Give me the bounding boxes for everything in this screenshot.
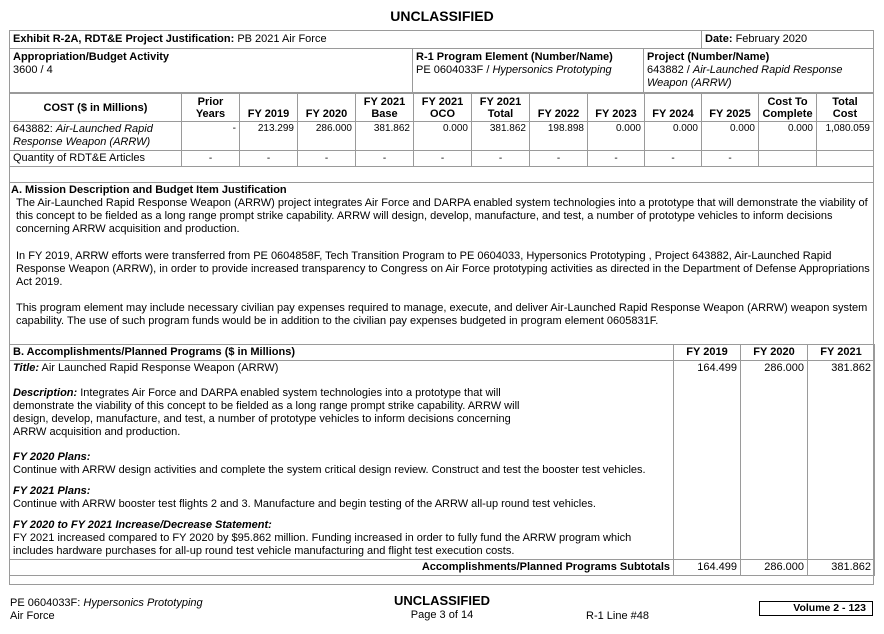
date-value: February 2020 bbox=[735, 33, 808, 45]
item-description bbox=[13, 387, 670, 439]
appropriation-value: 3600 / 4 bbox=[13, 64, 53, 76]
cost-value: 198.898 bbox=[530, 122, 588, 151]
cost-value: 381.862 bbox=[472, 122, 530, 151]
accomplishments-table bbox=[9, 344, 875, 576]
fy2020-plans-label: FY 2020 Plans: bbox=[13, 451, 91, 463]
quantity-value: - bbox=[414, 151, 472, 167]
cost-value: - bbox=[182, 122, 240, 151]
item-value: 286.000 bbox=[741, 361, 808, 560]
cost-value: 286.000 bbox=[298, 122, 356, 151]
change-statement-text: FY 2021 increased compared to FY 2020 by $95.862 million. Funding increased in order to fully fund the ARRW program which includes hardware purchases for all-up round test vehicle manufacturing and flight test execution costs. bbox=[13, 532, 632, 557]
quantity-value: - bbox=[472, 151, 530, 167]
year-header: FY 2019 bbox=[674, 345, 741, 361]
cost-value: 381.862 bbox=[356, 122, 414, 151]
section-b-title: B. Accomplishments/Planned Programs ($ in Millions) bbox=[10, 345, 674, 361]
cost-header-cell: FY 2025 bbox=[702, 94, 759, 122]
description-label: Description: bbox=[13, 387, 78, 399]
item-title-text: Air Launched Rapid Response Weapon (ARRW) bbox=[41, 362, 279, 374]
cost-header-cell: Cost To Complete bbox=[759, 94, 817, 122]
accomplishments-header-row bbox=[10, 345, 875, 361]
project-name-cell: Air-Launched Rapid Response Weapon (ARRW) bbox=[13, 123, 153, 148]
change-statement-label: FY 2020 to FY 2021 Increase/Decrease Statement: bbox=[13, 519, 272, 531]
subtotal-row bbox=[10, 560, 875, 576]
cost-header-row bbox=[10, 94, 874, 122]
mission-paragraph: This program element may include necessary civilian pay expenses required to manage, execute, and deliver Air-Launched Rapid Response Weapon (ARRW) weapon system capability. The use of such program funds would be in addition to the civilian pay expenses budgeted in program element 0605831F. bbox=[16, 302, 868, 328]
project-number: 643882 bbox=[647, 64, 684, 76]
cost-header-cell: FY 2022 bbox=[530, 94, 588, 122]
footer-pe-name: Hypersonics Prototyping bbox=[83, 597, 203, 609]
fy2020-plans-text: Continue with ARRW design activities and complete the system critical design review. Construct and test the booster test vehicles. bbox=[13, 464, 646, 476]
cost-header-cell: Prior Years bbox=[182, 94, 240, 122]
quantity-value: - bbox=[530, 151, 588, 167]
year-header: FY 2020 bbox=[741, 345, 808, 361]
item-value: 381.862 bbox=[808, 361, 875, 560]
quantity-value: - bbox=[645, 151, 702, 167]
quantity-value: - bbox=[298, 151, 356, 167]
mission-paragraph: The Air-Launched Rapid Response Weapon (ARRW) project integrates Air Force and DARPA enabled system technologies into a prototype that will demonstrate the viability of this concept to be fielded as a long range prompt strike capability. ARRW will design, develop, manufacture, and test, a number of prototype vehicles to inform decisions concerning ARRW acquisition and production. bbox=[16, 197, 868, 236]
mission-description-section bbox=[9, 182, 874, 330]
cost-value: 0.000 bbox=[645, 122, 702, 151]
accomplishment-item-row bbox=[10, 361, 875, 560]
year-header: FY 2021 bbox=[808, 345, 875, 361]
quantity-value: - bbox=[588, 151, 645, 167]
cost-value: 0.000 bbox=[414, 122, 472, 151]
cost-header-cell: FY 2020 bbox=[298, 94, 356, 122]
cost-value: 0.000 bbox=[588, 122, 645, 151]
cost-table bbox=[9, 93, 874, 167]
table-row bbox=[10, 122, 874, 151]
cost-header-cell: COST ($ in Millions) bbox=[10, 94, 182, 122]
accomplishment-details bbox=[10, 361, 674, 560]
cost-value: 0.000 bbox=[702, 122, 759, 151]
page-number: Page 3 of 14 bbox=[410, 609, 474, 621]
date-cell bbox=[702, 31, 874, 49]
project-label: Project (Number/Name) bbox=[647, 51, 770, 63]
cost-header-cell: FY 2021 Base bbox=[356, 94, 414, 122]
cost-value: 0.000 bbox=[759, 122, 817, 151]
item-title-label: Title: bbox=[13, 362, 40, 374]
row-label: Quantity of RDT&E Articles bbox=[10, 151, 182, 167]
program-element-cell: R-1 Program Element (Number/Name) PE 0604033F / Hypersonics Prototyping bbox=[413, 49, 644, 93]
bottom-classification: UNCLASSIFIED bbox=[393, 593, 491, 608]
quantity-value: - bbox=[356, 151, 414, 167]
project-name: Air-Launched Rapid Response Weapon (ARRW) bbox=[647, 64, 843, 89]
item-value: 164.499 bbox=[674, 361, 741, 560]
footer-center bbox=[0, 593, 884, 622]
row-label bbox=[10, 122, 182, 151]
exhibit-cell bbox=[10, 31, 702, 49]
program-element-number: PE 0604033F bbox=[416, 64, 484, 76]
quantity-value bbox=[759, 151, 817, 167]
subtotal-label: Accomplishments/Planned Programs Subtotals bbox=[10, 560, 674, 576]
exhibit-value: PB 2021 Air Force bbox=[237, 33, 327, 45]
cost-value: 1,080.059 bbox=[817, 122, 874, 151]
cost-header-cell: FY 2019 bbox=[240, 94, 298, 122]
description-text: Integrates Air Force and DARPA enabled system technologies into a prototype that will demonstrate the viability of this concept to be fielded as a long range prompt strike capability. ARRW will design, develop, manufacture, and test, a number of prototype vehicles to inform decisions concerning ARRW acquisition and production. bbox=[13, 387, 520, 438]
quantity-value: - bbox=[240, 151, 298, 167]
cost-header-cell: FY 2024 bbox=[645, 94, 702, 122]
r1-line: R-1 Line #48 bbox=[586, 610, 649, 622]
cost-header-cell: FY 2021 Total bbox=[472, 94, 530, 122]
subtotal-value: 164.499 bbox=[674, 560, 741, 576]
program-element-label: R-1 Program Element (Number/Name) bbox=[416, 51, 613, 63]
fy2021-plans-text: Continue with ARRW booster test flights 2 and 3. Manufacture and begin testing of the ARRW all-up round test vehicles. bbox=[13, 498, 596, 510]
footer-pe-number: PE 0604033F: bbox=[10, 597, 81, 609]
quantity-value: - bbox=[702, 151, 759, 167]
section-a-title: A. Mission Description and Budget Item Justification bbox=[11, 184, 287, 196]
quantity-value bbox=[817, 151, 874, 167]
fy2021-plans-label: FY 2021 Plans: bbox=[13, 485, 91, 497]
exhibit-header bbox=[9, 30, 874, 93]
table-row bbox=[10, 151, 874, 167]
cost-value: 213.299 bbox=[240, 122, 298, 151]
subtotal-value: 381.862 bbox=[808, 560, 875, 576]
date-label: Date: bbox=[705, 33, 733, 45]
program-element-name: Hypersonics Prototyping bbox=[492, 64, 612, 76]
project-number-cell: 643882: bbox=[13, 123, 53, 135]
exhibit-label: Exhibit R-2A, RDT&E Project Justification: bbox=[13, 33, 235, 45]
footer-agency: Air Force bbox=[10, 610, 55, 622]
cost-header-cell: Total Cost bbox=[817, 94, 874, 122]
top-classification: UNCLASSIFIED bbox=[390, 8, 494, 24]
item-title bbox=[13, 362, 670, 375]
appropriation-cell bbox=[10, 49, 413, 93]
subtotal-value: 286.000 bbox=[741, 560, 808, 576]
appropriation-label: Appropriation/Budget Activity bbox=[13, 51, 170, 63]
volume-box: Volume 2 - 123 bbox=[759, 601, 873, 616]
quantity-value: - bbox=[182, 151, 240, 167]
cost-header-cell: FY 2023 bbox=[588, 94, 645, 122]
cost-header-cell: FY 2021 OCO bbox=[414, 94, 472, 122]
project-cell: Project (Number/Name) 643882 / Air-Launched Rapid Response Weapon (ARRW) bbox=[644, 49, 874, 93]
mission-paragraph: In FY 2019, ARRW efforts were transferred from PE 0604858F, Tech Transition Program to PE 0604033, Hypersonics Prototyping , Project 643882, Air-Launched Rapid Response Weapon (ARRW), in order to provide increased transparency to Congress on Air Force prototyping activities as directed in the Department of Defense Appropriations Act 2019. bbox=[16, 249, 870, 289]
